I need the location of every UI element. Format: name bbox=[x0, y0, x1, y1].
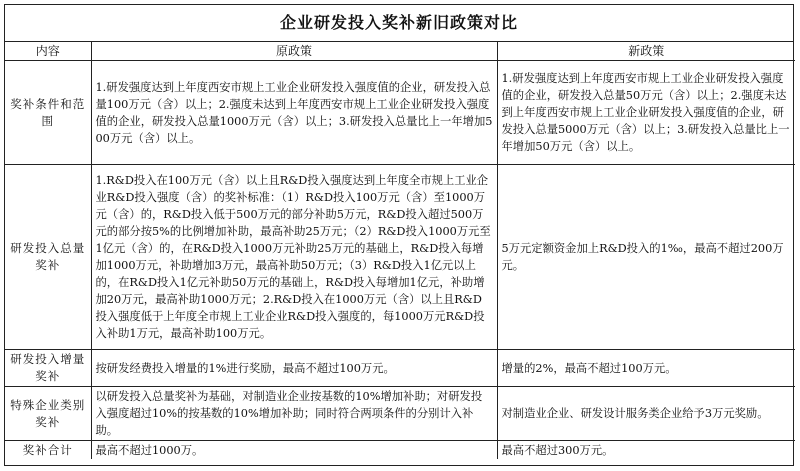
table-row bbox=[5, 387, 795, 441]
new-policy-cell: 5万元定额资金加上R&D投入的1‰，最高不超过200万元。 bbox=[497, 165, 795, 350]
page-title: 企业研发投入奖补新旧政策对比 bbox=[5, 5, 793, 42]
header-old-policy: 原政策 bbox=[91, 42, 497, 61]
old-policy-cell: 1.研发强度达到上年度西安市规上工业企业研发投入强度值的企业，研发投入总量100万元（含）以上；2.强度未达到上年度西安市规上工业企业研发投入强度值的企业，研发投入总量1000万元（含）以上；3.研发投入总量比上一年增加500万元（含）以上。 bbox=[91, 61, 497, 165]
comparison-table bbox=[5, 42, 795, 459]
table-row bbox=[5, 61, 795, 165]
old-policy-cell: 1.R&D投入在100万元（含）以上且R&D投入强度达到上年度全市规上工业企业R&D投入强度（含）的奖补标准：（1）R&D投入100万元（含）至1000万元（含）的，R&D投入低于500万元的部分补助5万元，R&D投入超过500万元的部分按5%的比例增加补助，最高补助25万元；（2）R&D投入1000万元至1亿元（含）的，在R&D投入1000万元补助25万元的基础上，R&D投入每增加1000万元，补助增加3万元，最高补助50万元；（3）R&D投入1亿元以上的，在R&D投入1亿元补助50万元的基础上，R&D投入每增加1亿元，补助增加20万元，最高补助1000万元；2.R&D投入在1000万元（含）以上且R&D投入强度低于上年度全市规上工业企业R&D投入强度的，每1000万元R&D投入补助1万元，最高补助100万元。 bbox=[91, 165, 497, 350]
row-label: 研发投入总量奖补 bbox=[5, 165, 91, 350]
table-row bbox=[5, 165, 795, 350]
table-row bbox=[5, 441, 795, 460]
row-label: 研发投入增量奖补 bbox=[5, 350, 91, 387]
table-header-row bbox=[5, 42, 795, 61]
row-label: 奖补条件和范围 bbox=[5, 61, 91, 165]
new-policy-cell: 最高不超过300万元。 bbox=[497, 441, 795, 460]
header-content: 内容 bbox=[5, 42, 91, 61]
new-policy-cell: 1.研发强度达到上年度西安市规上工业企业研发投入强度值的企业，研发投入总量50万元（含）以上；2.强度未达到上年度西安市规上工业企业研发投入强度值的企业，研发投入总量5000万元（含）以上；3.研发投入总量比上一年增加50万元（含）以上。 bbox=[497, 61, 795, 165]
table-row bbox=[5, 350, 795, 387]
row-label: 特殊企业类别奖补 bbox=[5, 387, 91, 441]
old-policy-cell: 最高不超过1000万。 bbox=[91, 441, 497, 460]
policy-comparison-document bbox=[4, 4, 794, 466]
old-policy-cell: 按研发经费投入增量的1%进行奖励，最高不超过100万元。 bbox=[91, 350, 497, 387]
old-policy-cell: 以研发投入总量奖补为基础，对制造业企业按基数的10%增加补助；对研发投入强度超过10%的按基数的10%增加补助；同时符合两项条件的分别计入补助。 bbox=[91, 387, 497, 441]
new-policy-cell: 对制造业企业、研发设计服务类企业给予3万元奖励。 bbox=[497, 387, 795, 441]
row-label: 奖补合计 bbox=[5, 441, 91, 460]
new-policy-cell: 增量的2%，最高不超过100万元。 bbox=[497, 350, 795, 387]
header-new-policy: 新政策 bbox=[497, 42, 795, 61]
